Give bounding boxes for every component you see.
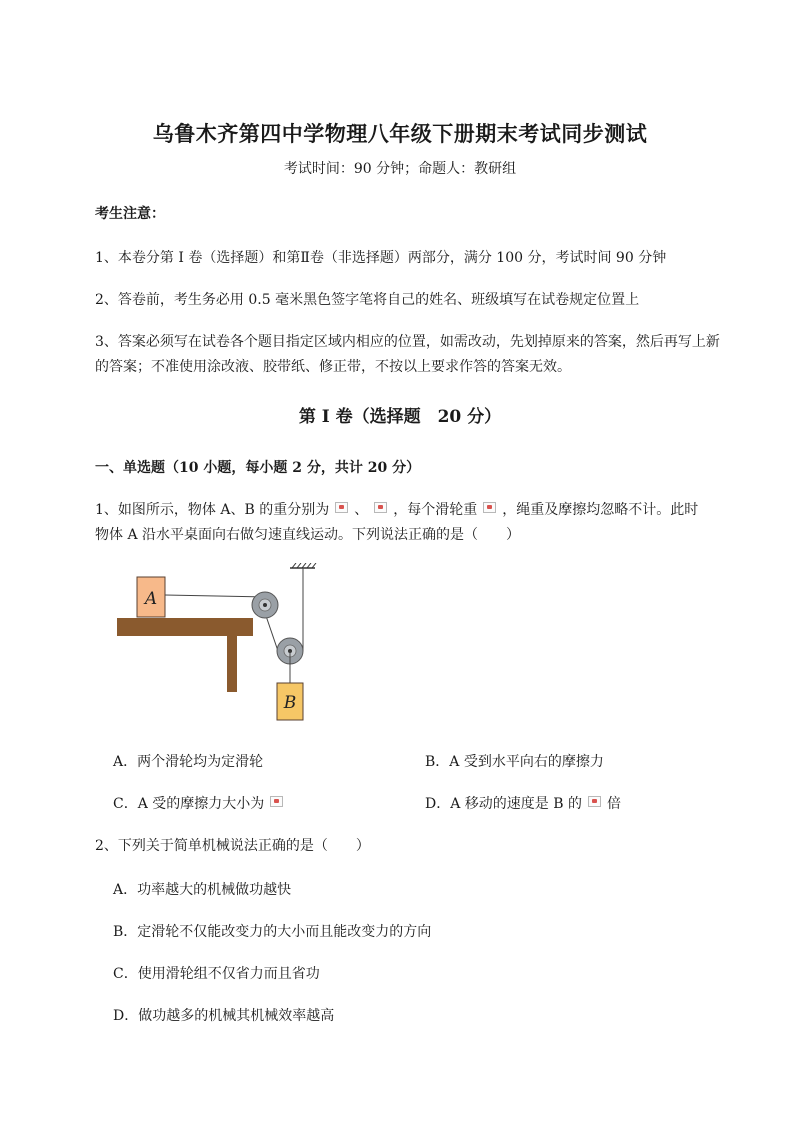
rope-to-movable: [265, 613, 278, 651]
formula-image-icon: [588, 796, 601, 807]
formula-image-icon: [335, 502, 348, 513]
pulley-diagram: [110, 563, 330, 728]
q1-stem-line2: 物体 A 沿水平桌面向右做匀速直线运动。下列说法正确的是（ ）: [95, 527, 521, 543]
q1-stem-text-b: ，每个滑轮重: [393, 502, 478, 518]
q1-stem-line1: [95, 499, 698, 519]
q1-option-d[interactable]: [425, 793, 621, 813]
q2-option-d[interactable]: D．做功越多的机械其机械效率越高: [113, 1008, 335, 1024]
q2-option-b[interactable]: B．定滑轮不仅能改变力的大小而且能改变力的方向: [113, 924, 432, 940]
block-a-label: A: [144, 589, 158, 609]
q2-stem: 2、下列关于简单机械说法正确的是（ ）: [95, 838, 370, 854]
exam-title: 乌鲁木齐第四中学物理八年级下册期末考试同步测试: [152, 121, 648, 146]
section-title: 第 I 卷（选择题 20 分）: [298, 407, 502, 427]
part-heading: 一、单选题（10 小题，每小题 2 分，共计 20 分）: [95, 460, 421, 476]
exam-subtitle: 考试时间：90 分钟；命题人：教研组: [283, 161, 517, 177]
q1-option-d-suffix: 倍: [606, 796, 621, 812]
rope-horizontal: [165, 595, 265, 597]
q2-option-c[interactable]: C．使用滑轮组不仅省力而且省功: [113, 966, 320, 982]
notice-heading: 考生注意：: [95, 206, 165, 222]
q1-option-c[interactable]: [113, 793, 289, 813]
notice-item-3-line1: 3、答案必须写在试卷各个题目指定区域内相应的位置，如需改动，先划掉原来的答案，然后再写上新: [95, 334, 720, 350]
notice-item-2: 2、答卷前，考生务必用 0.5 毫米黑色签字笔将自己的姓名、班级填写在试卷规定位置上: [95, 292, 640, 308]
q1-option-b[interactable]: B．A 受到水平向右的摩擦力: [425, 754, 604, 770]
table-top: [117, 618, 253, 636]
fixed-pulley-axle: [263, 603, 267, 607]
notice-item-3-line2: 的答案；不准使用涂改液、胶带纸、修正带，不按以上要求作答的答案无效。: [95, 359, 571, 375]
formula-image-icon: [374, 502, 387, 513]
q1-stem-text-c: ，绳重及摩擦均忽略不计。此时: [502, 502, 699, 518]
formula-image-icon: [270, 796, 283, 807]
notice-item-1: 1、本卷分第 I 卷（选择题）和第Ⅱ卷（非选择题）两部分，满分 100 分，考试时间 90 分钟: [95, 250, 667, 266]
formula-image-icon: [483, 502, 496, 513]
q1-stem-text-a: 1、如图所示，物体 A、B 的重分别为: [95, 502, 330, 518]
q1-option-c-text: C．A 受的摩擦力大小为: [113, 796, 265, 812]
q2-option-a[interactable]: A．功率越大的机械做功越快: [113, 882, 292, 898]
q1-stem-sep: 、: [354, 502, 369, 518]
q1-option-d-text: D．A 移动的速度是 B 的: [425, 796, 582, 812]
q1-option-a[interactable]: A．两个滑轮均为定滑轮: [113, 754, 264, 770]
table-leg: [227, 636, 237, 692]
block-b-label: B: [283, 693, 297, 713]
